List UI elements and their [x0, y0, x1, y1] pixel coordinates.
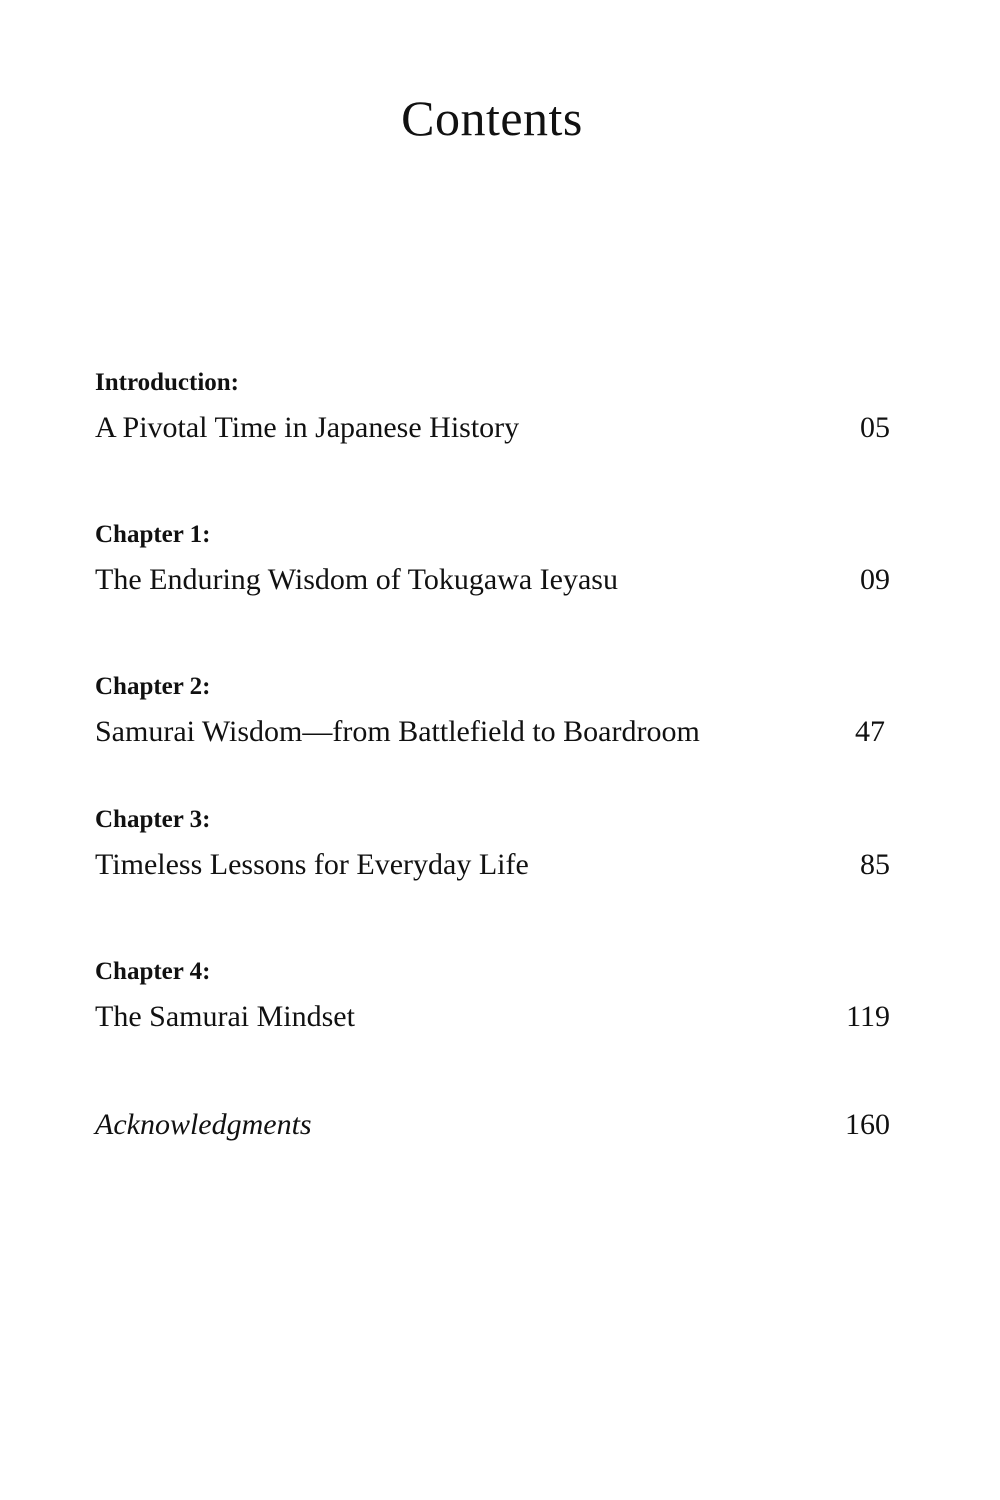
table-of-contents [95, 0, 895, 1500]
entry-row [95, 1105, 890, 1145]
entry-row [95, 712, 890, 752]
entry-page-number: 85 [860, 848, 890, 881]
toc-entry-chapter-3 [95, 805, 890, 885]
entry-title: A Pivotal Time in Japanese History [95, 411, 520, 444]
toc-entry-introduction [95, 368, 890, 448]
entry-page-number: 09 [860, 563, 890, 596]
entry-title: Samurai Wisdom—from Battlefield to Boardroom [95, 715, 700, 748]
entry-page-number: 47 [855, 715, 885, 748]
toc-entry-chapter-1 [95, 520, 890, 600]
entry-title: Acknowledgments [95, 1108, 312, 1141]
entry-page-number: 119 [846, 1000, 890, 1033]
entry-row [95, 997, 890, 1037]
page-title: Contents [401, 90, 583, 146]
entry-label: Chapter 3: [95, 806, 211, 833]
toc-entry-chapter-4 [95, 957, 890, 1037]
entry-title: Timeless Lessons for Everyday Life [95, 848, 529, 881]
entry-title: The Enduring Wisdom of Tokugawa Ieyasu [95, 563, 618, 596]
entry-page-number: 05 [860, 411, 890, 444]
entry-label: Chapter 2: [95, 673, 211, 700]
entry-label: Chapter 4: [95, 958, 211, 985]
toc-entry-acknowledgments [95, 1105, 890, 1145]
entry-row [95, 560, 890, 600]
entry-row [95, 408, 890, 448]
entry-title: The Samurai Mindset [95, 1000, 355, 1033]
toc-entry-chapter-2 [95, 672, 890, 752]
entry-label: Introduction: [95, 369, 240, 396]
entry-page-number: 160 [845, 1108, 890, 1141]
entry-label: Chapter 1: [95, 521, 211, 548]
entry-row [95, 845, 890, 885]
